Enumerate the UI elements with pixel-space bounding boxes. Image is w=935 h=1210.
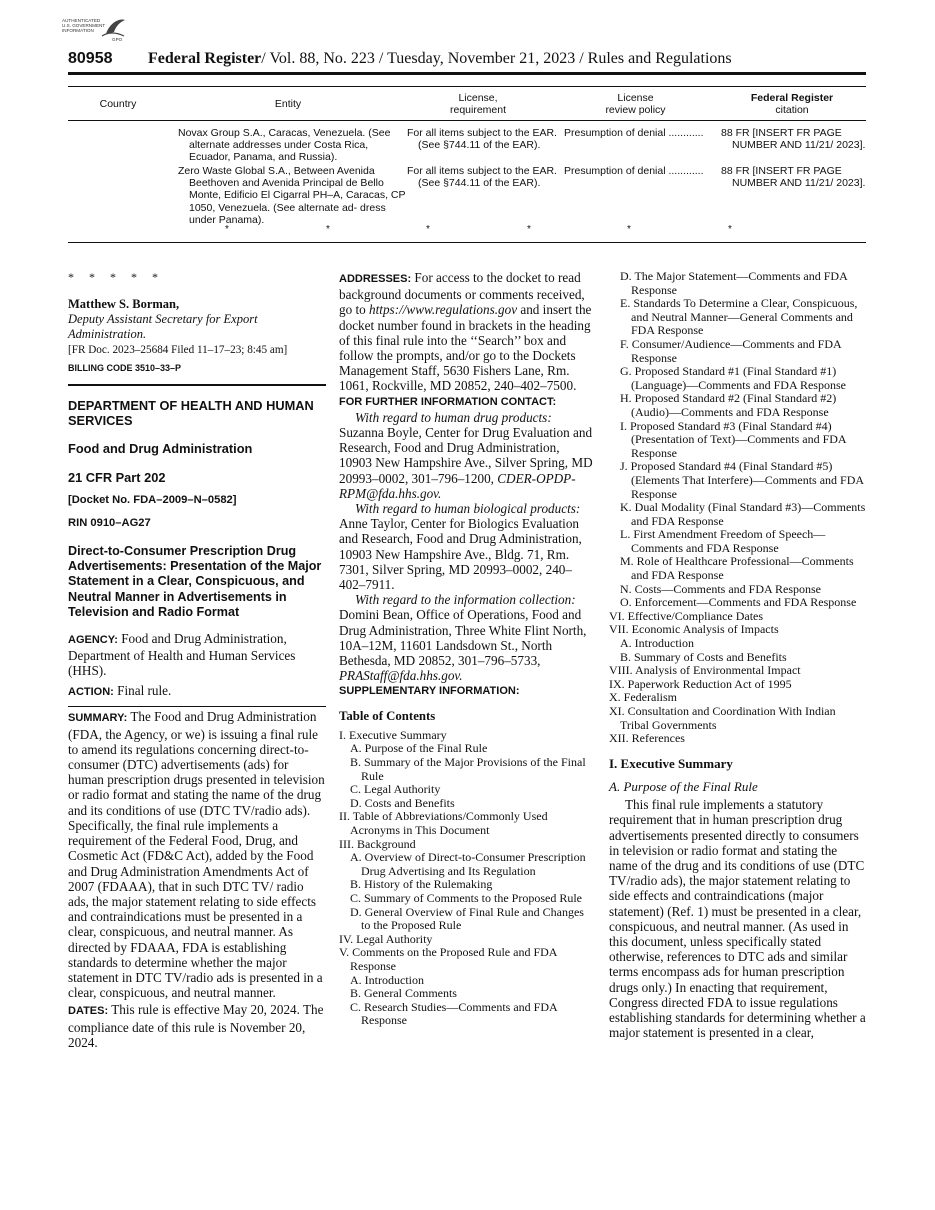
toc-item: C. Research Studies—Comments and FDA Response (350, 999, 557, 1028)
running-head (148, 50, 732, 68)
agency-heading: Food and Drug Administration (68, 440, 253, 456)
addresses-paragraph: ADDRESSES: For access to the docket to read background documents or comments received, go to https://www.regulations.gov and insert the docket number found in brackets in the heading of this final rule into the ‘‘Search’’ box and follow the prompts, and/or go to the Dockets Management Staff, 5630 Fishers Lane, Rm. 1061, Rockville, MD 20852, 240–402–7500. (339, 270, 592, 394)
column-1 (68, 270, 326, 1050)
omission-stars: * * * * * (68, 270, 158, 284)
svg-text:U.S. GOVERNMENT: U.S. GOVERNMENT (62, 23, 106, 28)
department-heading: DEPARTMENT OF HEALTH AND HUMAN SERVICES (68, 397, 314, 429)
toc-item: H. Proposed Standard #2 (Final Standard #2) (Audio)—Comments and FDA Response (620, 391, 837, 419)
publication-name: Federal Register (148, 50, 262, 67)
col-header-country: Country (99, 98, 137, 110)
toc-item: IX. Paperwork Reduction Act of 1995 (609, 676, 792, 691)
table-cell-policy: Presumption of denial ............ (564, 127, 704, 139)
toc-item: K. Dual Modality (Final Standard #3)—Comments and FDA Response (620, 500, 866, 528)
cder-email-link[interactable]: CDER-OPDP-RPM@fda.hhs.gov. (339, 470, 576, 501)
table-cell-entity: Novax Group S.A., Caracas, Venezuela. (See alternate addresses under Costa Rica, Ecuador, Panama, and Russia). (178, 127, 391, 164)
toc-item: M. Role of Healthcare Professional—Comments and FDA Response (620, 554, 854, 583)
section-separator (68, 384, 326, 386)
regulations-link[interactable]: https://www.regulations.gov (369, 302, 518, 318)
toc-item: O. Enforcement—Comments and FDA Response (620, 595, 857, 610)
omission-star: * (627, 224, 631, 235)
omission-star: * (527, 224, 531, 235)
toc-item: IV. Legal Authority (339, 931, 433, 946)
summary-rule (68, 706, 326, 707)
col-header-entity: Entity (274, 98, 302, 110)
action-text: Final rule. (117, 683, 172, 699)
pra-email-link[interactable]: PRAStaff@fda.hhs.gov. (339, 668, 463, 684)
table-cell-citation: 88 FR [INSERT FR PAGE NUMBER AND 11/21/ 2023]. (721, 165, 866, 190)
toc-item: J. Proposed Standard #4 (Final Standard #5) (Elements That Interfere)—Comments and FDA Response (620, 459, 864, 501)
docket-number: [Docket No. FDA–2009–N–0582] (68, 494, 237, 507)
signer-name: Matthew S. Borman, (68, 297, 180, 312)
col-header-license: License, requirement (449, 92, 507, 116)
body-paragraph: This final rule implements a statutory requirement that in human prescription drug advertisements presented directly to consumers in television or radio format and stating the name of the drug and its conditions of use (DTC TV/radio ads), the major statement relating to side effects and contraindications (major statement) (Ref. 1) must be presented in a clear, conspicuous, and neutral manner. (As used in this document, unless specifically stated otherwise, references to DTC ads and similar terms encompass ads for human prescription drugs only.) In enacting that requirement, Congress directed FDA to issue regulations establishing standards for determining whether a major statement is presented in a clear, (609, 797, 866, 1041)
agency-text: Food and Drug Administration, Department of Health and Human Services (HHS). (68, 630, 296, 679)
table-of-contents-continued (609, 270, 867, 746)
summary-paragraph (68, 709, 326, 1000)
contact-label: FOR FURTHER INFORMATION CONTACT: (339, 395, 557, 408)
toc-item: E. Standards To Determine a Clear, Conspicuous, and Neutral Manner—General Comments and FDA Response (620, 296, 858, 338)
cfr-part: 21 CFR Part 202 (68, 470, 166, 486)
toc-item: A. Introduction (620, 636, 694, 651)
omission-star: * (326, 224, 330, 235)
gpo-authentication-logo (62, 16, 128, 42)
svg-text:AUTHENTICATED: AUTHENTICATED (62, 18, 101, 23)
toc-item: G. Proposed Standard #1 (Final Standard #1) (Language)—Comments and FDA Response (620, 364, 846, 392)
supplementary-label: SUPPLEMENTARY INFORMATION: (339, 685, 520, 698)
toc-item: C. Summary of Comments to the Proposed Rule (350, 891, 582, 906)
toc-item: XII. References (609, 731, 685, 746)
omission-star: * (225, 224, 229, 235)
header-rule (68, 72, 866, 75)
toc-item: V. Comments on the Proposed Rule and FDA Response (339, 945, 557, 973)
column-3 (609, 270, 867, 1040)
svg-text:GPO: GPO (112, 37, 123, 42)
table-bottom-rule (68, 242, 866, 243)
toc-item: VIII. Analysis of Environmental Impact (609, 663, 801, 678)
toc-item: C. Legal Authority (350, 782, 441, 797)
toc-item: VII. Economic Analysis of Impacts (609, 622, 779, 637)
table-cell-license: For all items subject to the EAR. (See §744.11 of the EAR). (407, 127, 557, 152)
toc-item: B. Summary of the Major Provisions of the Final Rule (350, 755, 586, 783)
table-cell-license: For all items subject to the EAR. (See §744.11 of the EAR). (407, 165, 557, 190)
toc-item: II. Table of Abbreviations/Commonly Used Acronyms in This Document (339, 809, 548, 838)
action-label: ACTION: (68, 686, 114, 699)
toc-item: VI. Effective/Compliance Dates (609, 608, 764, 623)
table-cell-citation: 88 FR [INSERT FR PAGE NUMBER AND 11/21/ 2023]. (721, 127, 866, 152)
svg-text:INFORMATION: INFORMATION (62, 28, 94, 33)
toc-item: I. Proposed Standard #3 (Final Standard #4) (Presentation of Text)—Comments and FDA Response (620, 418, 846, 460)
dates-label: DATES: (68, 1005, 109, 1018)
subsection-heading: A. Purpose of the Final Rule (609, 778, 758, 794)
section-heading: I. Executive Summary (609, 755, 733, 771)
toc-item: X. Federalism (609, 690, 677, 705)
toc-item: XI. Consultation and Coordination With Indian Tribal Governments (609, 704, 836, 732)
addresses-label: ADDRESSES: (339, 273, 412, 285)
summary-text: The Food and Drug Administration (FDA, the Agency, or we) is issuing a final rule to amend its regulations concerning direct-to-consumer (DTC) advertisements (ads) for human prescription drugs presented in television or radio format and stating the name of the drug and its conditions of use (DTC TV/radio ads). Specifically, the final rule implements a requirement of the Federal Food, Drug, and Cosmetic Act (FD&C Act), added by the Food and Drug Administration Amendments Act of 2007 (FDAAA), that in such DTC TV/ radio ads, the major statement relating to side effects and contraindications must be presented in a clear, conspicuous, and neutral manner. As directed by FDAAA, FDA is establishing standards to determine whether the major statement in DTC TV/radio ads is presented in a clear, conspicuous, and neutral manner. (68, 709, 325, 1001)
toc-item: D. Costs and Benefits (350, 795, 455, 810)
agency-paragraph (68, 631, 326, 679)
action-paragraph (68, 683, 326, 700)
rin-number: RIN 0910–AG27 (68, 517, 151, 530)
dates-text: This rule is effective May 20, 2024. The compliance date of this rule is November 20, 2024. (68, 1002, 324, 1050)
col-header-fr-citation: Federal Register citation (750, 92, 834, 116)
toc-item: B. History of the Rulemaking (350, 877, 493, 892)
contact-information-collection: With regard to the information collection: Domini Bean, Office of Operations, Food and Drug Administration, Three White Flint North, 10A–12M, 11601 Landsdown St., North Bethesda, MD 20852, 301–796–5733, PRAStaff@fda.hhs.gov. (339, 592, 587, 684)
fr-doc-line: [FR Doc. 2023–25684 Filed 11–17–23; 8:45 am] (68, 344, 288, 357)
toc-item: I. Executive Summary (339, 727, 447, 742)
table-of-contents (339, 729, 593, 1028)
column-2 (339, 270, 593, 1028)
toc-item: D. The Major Statement—Comments and FDA Response (620, 269, 848, 297)
toc-item: F. Consumer/Audience—Comments and FDA Response (620, 336, 842, 365)
table-cell-policy: Presumption of denial ............ (564, 165, 704, 177)
toc-item: N. Costs—Comments and FDA Response (620, 581, 822, 596)
contact-biologics: With regard to human biological products: Anne Taylor, Center for Biologics Evaluation and Research, Food and Drug Administration, 10903 New Hampshire Ave., Bldg. 71, Rm. 7301, Silver Spring, MD 20993–0002, 240–402–7911. (339, 501, 582, 593)
table-header-rule (68, 120, 866, 121)
toc-item: B. Summary of Costs and Benefits (620, 649, 787, 664)
toc-item: L. First Amendment Freedom of Speech—Comments and FDA Response (620, 527, 826, 555)
toc-title: Table of Contents (339, 708, 436, 723)
issue-info: / Vol. 88, No. 223 / Tuesday, November 21, 2023 / Rules and Regulations (261, 50, 732, 67)
toc-item: D. General Overview of Final Rule and Changes to the Proposed Rule (350, 904, 584, 933)
table-top-rule (68, 86, 866, 87)
signer-title: Deputy Assistant Secretary for Export Administration. (68, 312, 258, 341)
toc-item: A. Introduction (350, 972, 424, 987)
toc-item: B. General Comments (350, 986, 457, 1001)
agency-label: AGENCY: (68, 633, 118, 646)
page-number: 80958 (68, 50, 113, 67)
contact-drugs: With regard to human drug products: Suzanna Boyle, Center for Drug Evaluation and Research, Food and Drug Administration, 10903 New Hampshire Ave., Silver Spring, MD 20993–0002, 301–796–1200, CDER-OPDP-RPM@fda.hhs.gov. (339, 409, 593, 501)
dates-paragraph (68, 1002, 326, 1050)
omission-star: * (426, 224, 430, 235)
billing-code: BILLING CODE 3510–33–P (68, 362, 182, 373)
toc-item: A. Purpose of the Final Rule (350, 741, 488, 756)
col-header-review-policy: License review policy (605, 92, 666, 116)
table-cell-entity: Zero Waste Global S.A., Between Avenida Beethoven and Avenida Principal de Bello Monte, Edificio El Cigarral PH–A, Caracas, CP 1050, Venezuela. (See alternate ad- dress under Panama). (178, 165, 406, 226)
summary-label: SUMMARY: (68, 712, 128, 725)
rule-title: Direct-to-Consumer Prescription Drug Advertisements: Presentation of the Major Statement in a Clear, Conspicuous, and Neutral Manner in Advertisements in Television and Radio Format (68, 543, 322, 620)
toc-item: A. Overview of Direct-to-Consumer Prescription Drug Advertising and Its Regulation (350, 850, 586, 878)
omission-star: * (728, 224, 732, 235)
toc-item: III. Background (339, 836, 416, 851)
